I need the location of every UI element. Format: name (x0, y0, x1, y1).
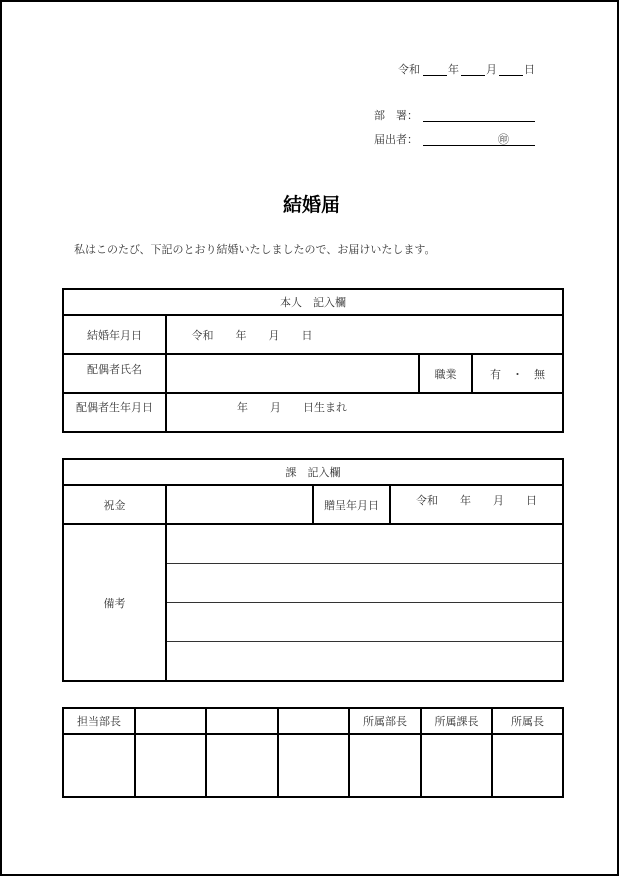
month-field[interactable] (461, 75, 485, 76)
gift-date-label: 贈呈年月日 (324, 498, 379, 512)
month-label: 月 (486, 63, 497, 76)
gift-field[interactable] (167, 486, 312, 523)
approval-header (136, 709, 205, 733)
approval-stamp-cell[interactable] (350, 735, 420, 796)
day-label: 日 (524, 63, 535, 76)
gift-label: 祝金 (103, 498, 126, 512)
applicant-label: 届出者： (374, 133, 418, 146)
approval-header (207, 709, 277, 733)
approval-header: 所属長 (511, 715, 544, 728)
approval-table (62, 707, 564, 798)
year-label: 年 (448, 63, 459, 76)
seal-mark: ㊞ (498, 133, 509, 146)
self-entry-table (62, 288, 564, 433)
approval-header: 担当部長 (77, 715, 121, 728)
spouse-birth-label: 配偶者生年月日 (76, 401, 153, 414)
approval-header (279, 709, 348, 733)
gift-date-field[interactable]: 令和 年 月 日 (416, 494, 537, 507)
dept-field[interactable] (423, 121, 535, 122)
occupation-label: 職業 (434, 367, 457, 381)
approval-stamp-cell[interactable] (64, 735, 134, 796)
spouse-birth-field[interactable]: 年 月 日生まれ (237, 401, 347, 414)
reiwa-label: 令和 (398, 63, 420, 76)
dept-label: 部 署： (374, 109, 418, 122)
approval-header: 所属課長 (434, 715, 479, 728)
remarks-label: 備考 (103, 596, 126, 610)
marriage-date-label: 結婚年月日 (87, 328, 142, 342)
day-field[interactable] (499, 75, 523, 76)
marriage-date-field[interactable]: 令和 年 月 日 (191, 328, 313, 342)
year-field[interactable] (423, 75, 447, 76)
approval-stamp-cell[interactable] (422, 735, 491, 796)
self-entry-heading: 本人 記入欄 (280, 296, 346, 309)
section-entry-heading: 課 記入欄 (285, 466, 341, 479)
approval-stamp-cell[interactable] (207, 735, 277, 796)
spouse-name-field[interactable] (167, 355, 418, 392)
occupation-choice[interactable]: 有 ・ 無 (490, 367, 545, 381)
applicant-field[interactable] (423, 145, 535, 146)
document-title: 結婚届 (282, 194, 340, 216)
spouse-name-label: 配偶者氏名 (87, 363, 142, 376)
approval-stamp-cell[interactable] (136, 735, 205, 796)
section-entry-table (62, 458, 564, 682)
approval-stamp-cell[interactable] (279, 735, 348, 796)
approval-stamp-cell[interactable] (493, 735, 562, 796)
approval-header: 所属部長 (363, 715, 407, 728)
intro-text: 私はこのたび、下記のとおり結婚いたしましたので、お届けいたします。 (74, 243, 436, 256)
remarks-field[interactable] (167, 525, 562, 680)
